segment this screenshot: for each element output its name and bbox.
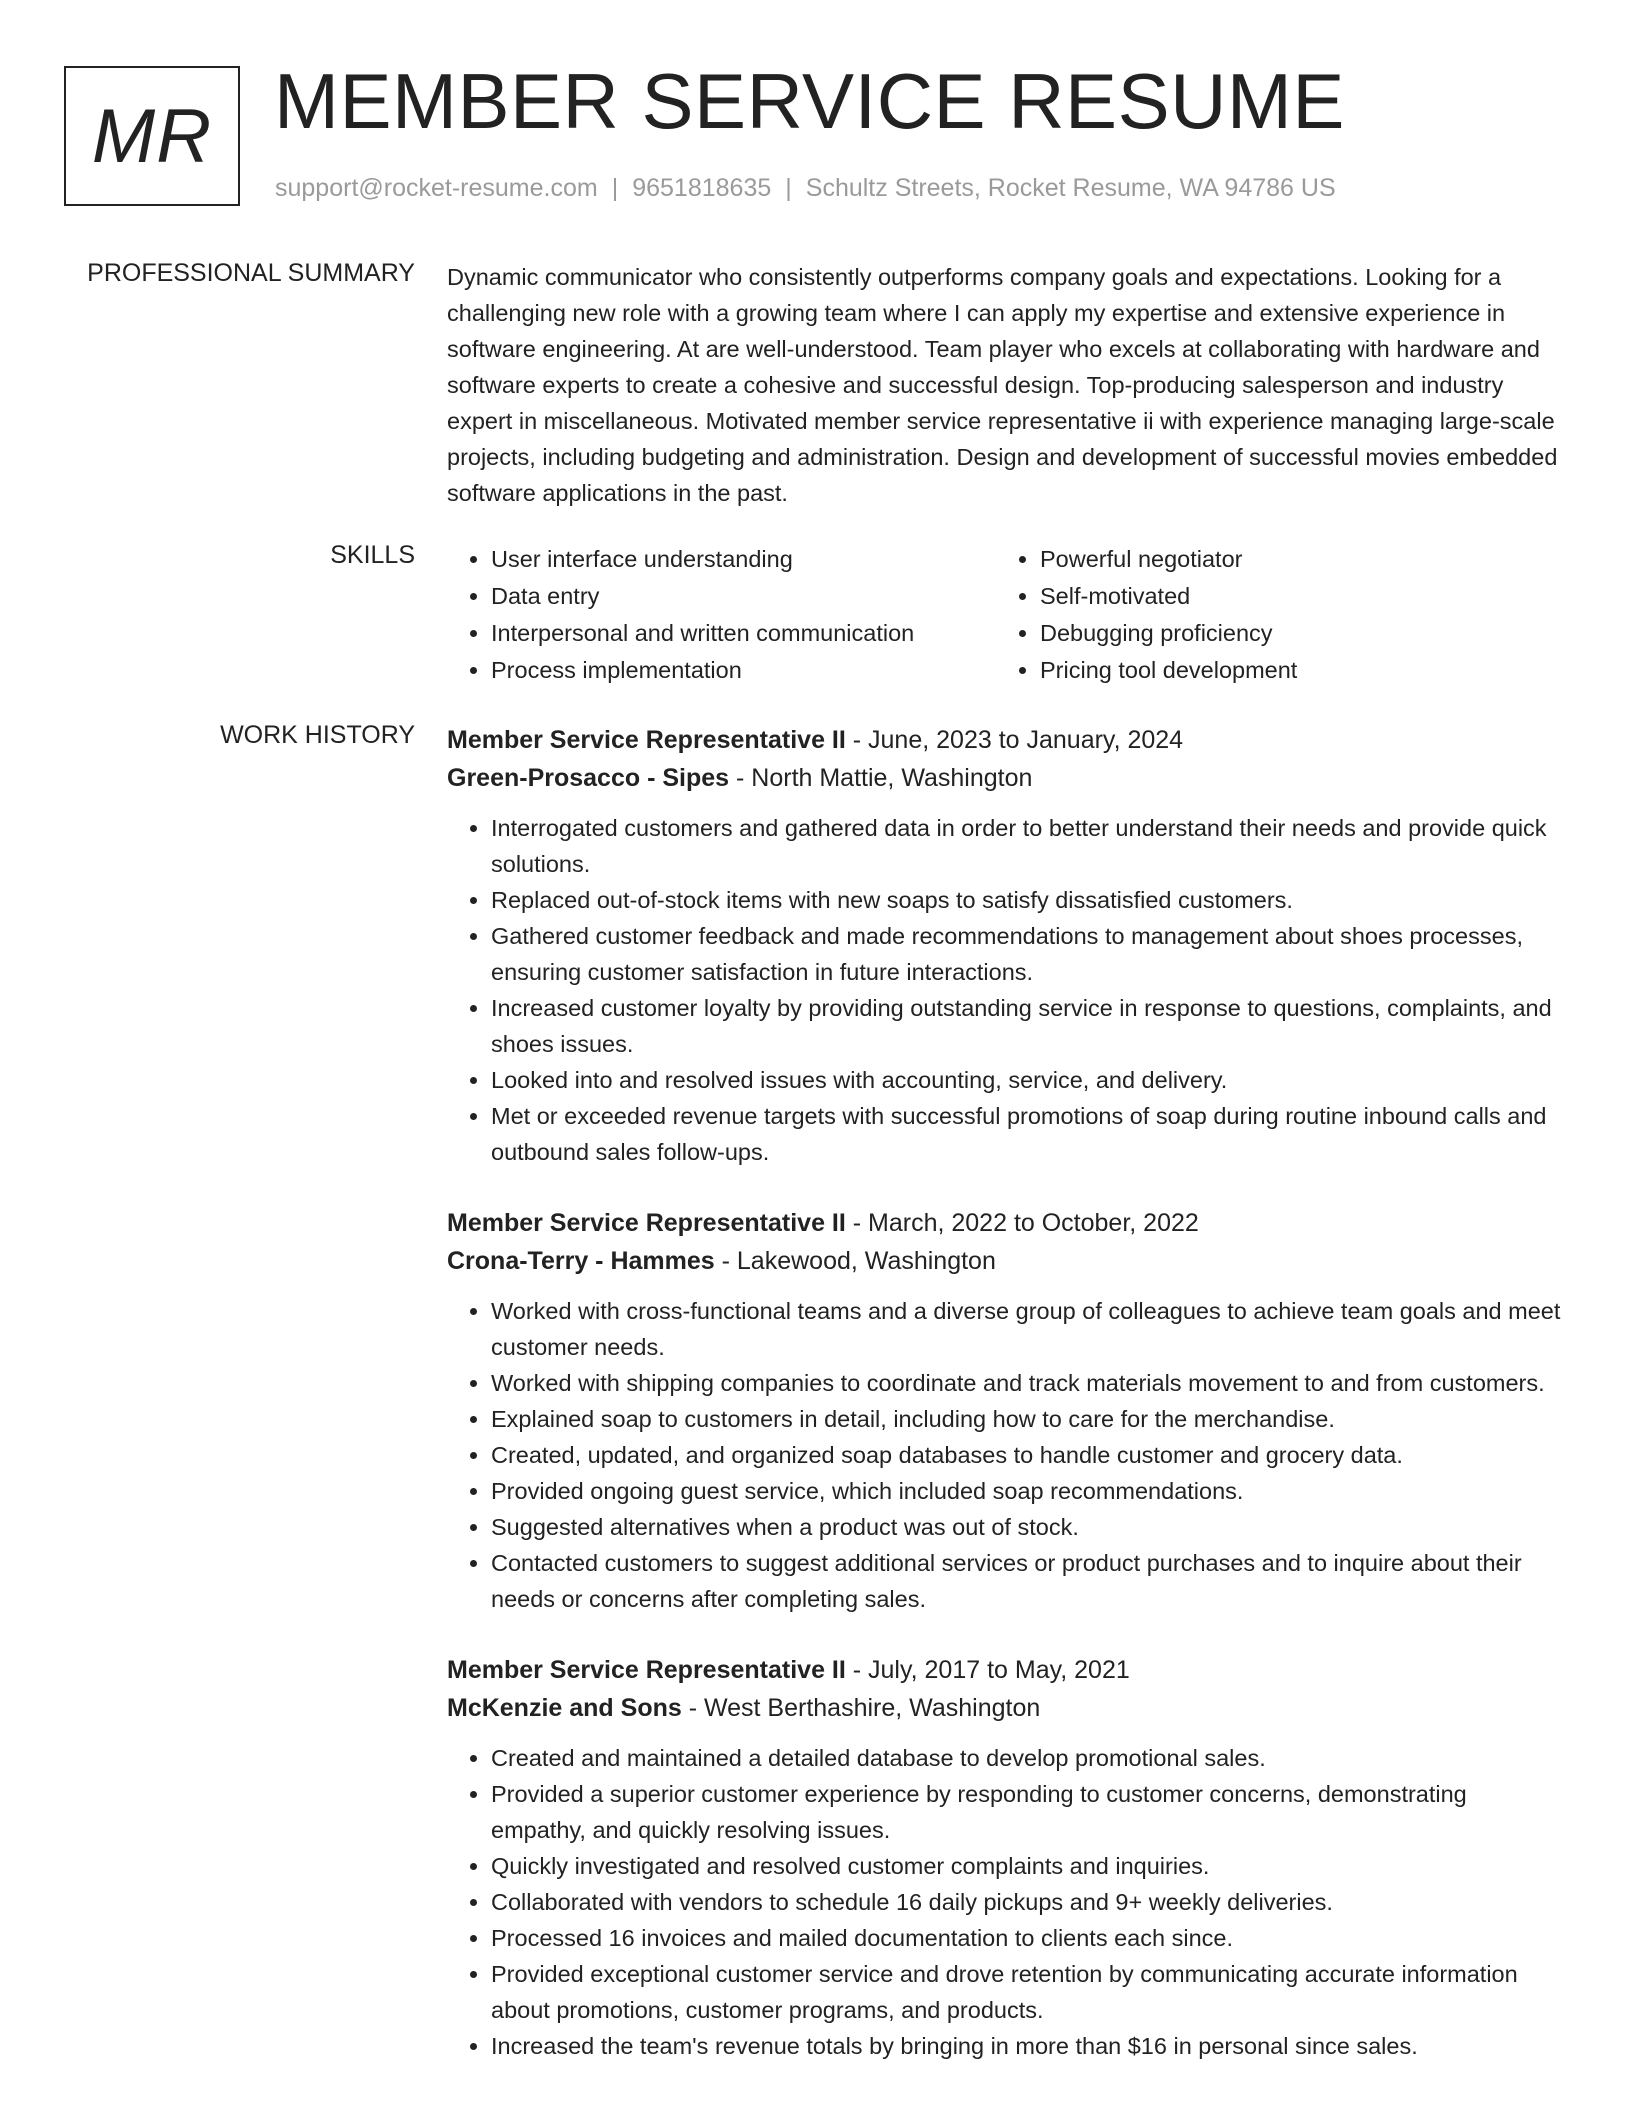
job-location: - North Mattie, Washington	[729, 764, 1033, 792]
job-title: Member Service Representative II	[447, 1209, 846, 1237]
job-bullet: • Worked with cross-functional teams and a diverse group of colleagues to achieve team goals and meet customer needs.	[491, 1293, 1567, 1365]
job-company: Crona-Terry - Hammes	[447, 1247, 715, 1275]
monogram-box	[64, 66, 240, 206]
skills-heading: SKILLS	[330, 541, 415, 569]
contact-address: Schultz Streets, Rocket Resume, WA 94786 US	[805, 174, 1336, 202]
job-bullet: • Provided a superior customer experience by responding to customer concerns, demonstrating empathy, and quickly resolving issues.	[491, 1776, 1567, 1848]
job-bullet: • Contacted customers to suggest additional services or product purchases and to inquire about their needs or concerns after completing sales.	[491, 1545, 1567, 1617]
job-bullet: • Increased customer loyalty by providing outstanding service in response to questions, complaints, and shoes issues.	[491, 990, 1567, 1062]
job-entry	[447, 1204, 1567, 1617]
skills-body	[447, 541, 1567, 689]
job-company: Green-Prosacco - Sipes	[447, 764, 730, 792]
skills-list-right	[996, 541, 1545, 689]
job-bullet: • Quickly investigated and resolved customer complaints and inquiries.	[491, 1848, 1567, 1884]
job-bullets	[447, 810, 1567, 1170]
job-bullet: • Provided exceptional customer service and drove retention by communicating accurate information about promotions, customer programs, and products.	[491, 1956, 1567, 2028]
job-title-line	[447, 1651, 1567, 1689]
work-history-body	[447, 721, 1567, 2098]
summary-body	[447, 259, 1567, 511]
summary-heading: PROFESSIONAL SUMMARY	[87, 259, 415, 287]
skill-item: • Process implementation	[491, 652, 996, 689]
job-bullet: • Explained soap to customers in detail, including how to care for the merchandise.	[491, 1401, 1567, 1437]
job-dates: - July, 2017 to May, 2021	[845, 1656, 1130, 1684]
job-location: - West Berthashire, Washington	[681, 1694, 1041, 1722]
skill-item: • Pricing tool development	[1040, 652, 1545, 689]
job-bullets	[447, 1293, 1567, 1617]
skill-item: • User interface understanding	[491, 541, 996, 578]
job-bullet: • Interrogated customers and gathered data in order to better understand their needs and provide quick solutions.	[491, 810, 1567, 882]
contact-line	[275, 174, 1336, 203]
job-bullet: • Created and maintained a detailed database to develop promotional sales.	[491, 1740, 1567, 1776]
contact-separator: |	[785, 174, 792, 202]
skill-item: • Powerful negotiator	[1040, 541, 1545, 578]
job-dates: - March, 2022 to October, 2022	[845, 1209, 1199, 1237]
job-bullet: • Provided ongoing guest service, which included soap recommendations.	[491, 1473, 1567, 1509]
contact-phone: 9651818635	[632, 174, 772, 202]
work-history-heading: WORK HISTORY	[220, 721, 415, 749]
job-location: - Lakewood, Washington	[714, 1247, 996, 1275]
job-bullet: • Looked into and resolved issues with accounting, service, and delivery.	[491, 1062, 1567, 1098]
job-title-line	[447, 721, 1567, 759]
job-dates: - June, 2023 to January, 2024	[845, 726, 1184, 754]
job-bullet: • Increased the team's revenue totals by bringing in more than $16 in personal since sales.	[491, 2028, 1567, 2064]
job-bullet: • Suggested alternatives when a product was out of stock.	[491, 1509, 1567, 1545]
contact-email: support@rocket-resume.com	[275, 174, 598, 202]
job-company-line	[447, 759, 1567, 797]
summary-text: Dynamic communicator who consistently outperforms company goals and expectations. Looking for a challenging new role with a growing team where I can apply my expertise and extensive experience in software engineering. At are well-understood. Team player who excels at collaborating with hardware and software experts to create a cohesive and successful design. Top-producing salesperson and industry expert in miscellaneous. Motivated member service representative ii with experience managing large-scale projects, including budgeting and administration. Design and development of successful movies embedded software applications in the past.	[447, 264, 1558, 506]
job-company-line	[447, 1689, 1567, 1727]
skill-item: • Interpersonal and written communication	[491, 615, 996, 652]
job-title: Member Service Representative II	[447, 726, 846, 754]
skills-list-left	[447, 541, 996, 689]
job-company: McKenzie and Sons	[447, 1694, 682, 1722]
job-company-line	[447, 1242, 1567, 1280]
resume-title: MEMBER SERVICE RESUME	[274, 57, 1345, 145]
job-bullet: • Collaborated with vendors to schedule 16 daily pickups and 9+ weekly deliveries.	[491, 1884, 1567, 1920]
skill-item: • Debugging proficiency	[1040, 615, 1545, 652]
job-bullet: • Gathered customer feedback and made recommendations to management about shoes processes, ensuring customer satisfaction in future interactions.	[491, 918, 1567, 990]
monogram-initials: MR	[91, 93, 213, 179]
job-entry	[447, 1651, 1567, 2064]
job-entry	[447, 721, 1567, 1170]
job-bullet: • Worked with shipping companies to coordinate and track materials movement to and from customers.	[491, 1365, 1567, 1401]
skill-item: • Self-motivated	[1040, 578, 1545, 615]
job-bullets	[447, 1740, 1567, 2064]
skills-columns	[447, 541, 1567, 689]
job-title-line	[447, 1204, 1567, 1242]
job-bullet: • Processed 16 invoices and mailed documentation to clients each since.	[491, 1920, 1567, 1956]
contact-separator: |	[611, 174, 619, 202]
job-bullet: • Replaced out-of-stock items with new soaps to satisfy dissatisfied customers.	[491, 882, 1567, 918]
job-title: Member Service Representative II	[447, 1656, 846, 1684]
job-bullet: • Met or exceeded revenue targets with successful promotions of soap during routine inbound calls and outbound sales follow-ups.	[491, 1098, 1567, 1170]
job-bullet: • Created, updated, and organized soap databases to handle customer and grocery data.	[491, 1437, 1567, 1473]
skill-item: • Data entry	[491, 578, 996, 615]
